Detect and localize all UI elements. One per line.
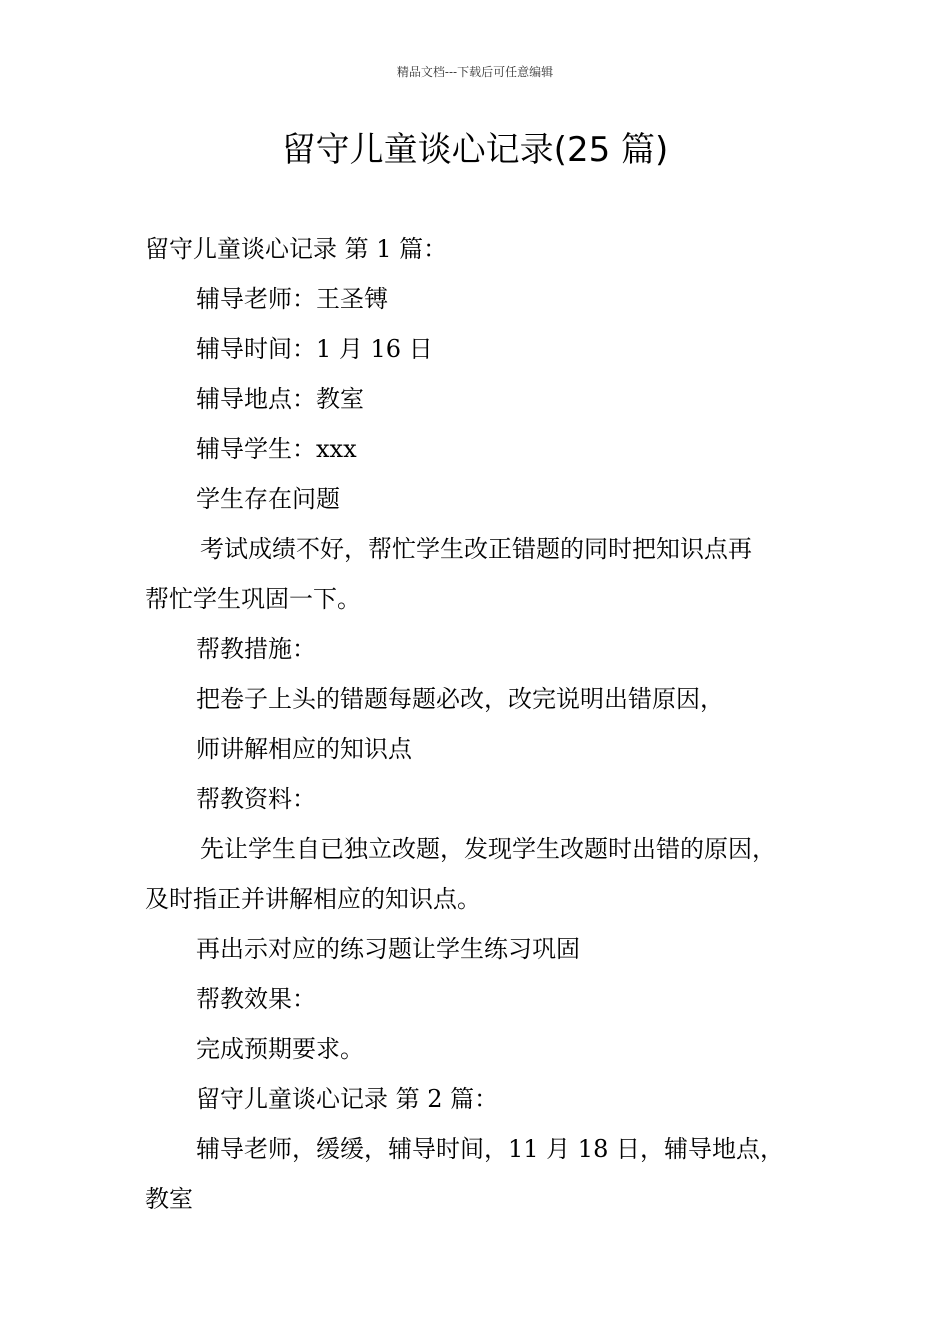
- document-title: 留守儿童谈心记录(25 篇): [281, 130, 669, 170]
- location-line: 辅导地点：教室: [196, 385, 364, 413]
- time-line: 辅导时间：1 月 16 日: [196, 335, 433, 363]
- page-header-note: 精品文档---下载后可任意编辑: [396, 65, 554, 79]
- materials-text-line-1: 先让学生自已独立改题，发现学生改题时出错的原因，: [200, 835, 776, 863]
- effect-text: 完成预期要求。: [196, 1035, 364, 1063]
- measures-text-line-1: 把卷子上头的错题每题必改，改完说明出错原因，: [196, 685, 724, 713]
- problem-text-line-1: 考试成绩不好，帮忙学生改正错题的同时把知识点再: [200, 535, 752, 563]
- section-2-heading: 留守儿童谈心记录 第 2 篇：: [196, 1085, 499, 1113]
- materials-heading: 帮教资料：: [196, 785, 316, 813]
- problem-heading: 学生存在问题: [196, 485, 340, 513]
- materials-text-line-2: 及时指正并讲解相应的知识点。: [145, 885, 481, 913]
- measures-heading: 帮教措施：: [196, 635, 316, 663]
- problem-text-line-2: 帮忙学生巩固一下。: [145, 585, 361, 613]
- student-line: 辅导学生：xxx: [196, 435, 357, 463]
- measures-text-line-2: 师讲解相应的知识点: [196, 735, 412, 763]
- section-2-text-line-1: 辅导老师，缓缓，辅导时间，11 月 18 日，辅导地点，: [196, 1135, 784, 1163]
- section-2-text-line-2: 教室: [145, 1185, 193, 1213]
- materials-text-line-3: 再出示对应的练习题让学生练习巩固: [196, 935, 580, 963]
- effect-heading: 帮教效果：: [196, 985, 316, 1013]
- section-1-heading: 留守儿童谈心记录 第 1 篇：: [145, 235, 448, 263]
- counselor-line: 辅导老师：王圣镈: [196, 285, 388, 313]
